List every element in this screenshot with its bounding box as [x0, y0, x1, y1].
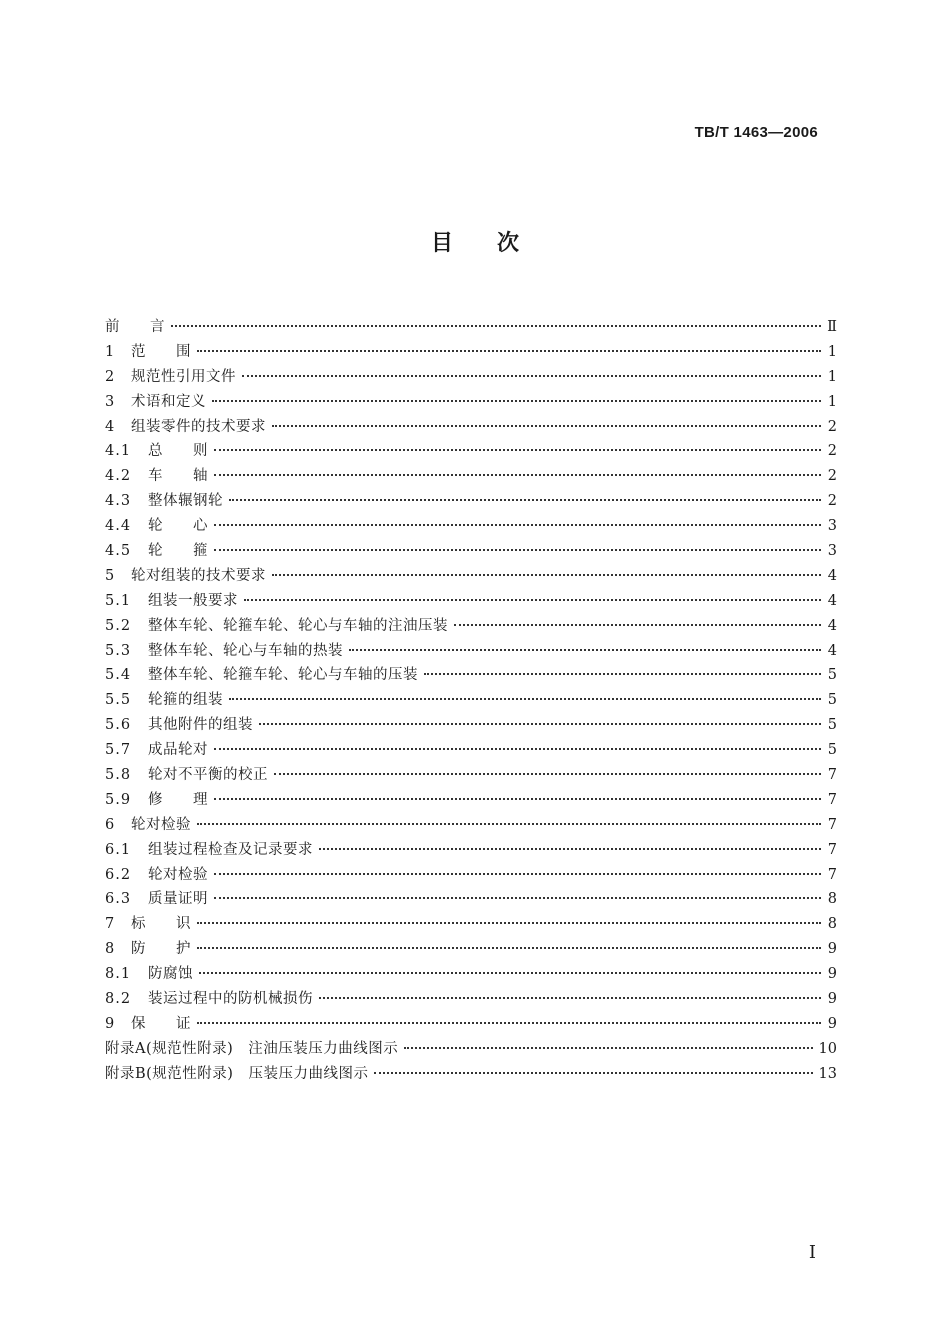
dot-leader — [214, 897, 821, 899]
toc-entry-number: 8 — [105, 941, 116, 958]
dot-leader — [197, 1022, 821, 1024]
toc-entry-number: 4 — [105, 418, 116, 435]
toc-entry-number: 7 — [105, 916, 116, 933]
toc-entry-number: 5.5 — [105, 692, 132, 709]
toc-entry-label: 质量证明 — [148, 891, 208, 908]
toc-entry[interactable] — [105, 614, 837, 639]
toc-entry-page: 1 — [827, 393, 837, 410]
toc-entry[interactable] — [105, 564, 837, 589]
toc-entry[interactable] — [105, 788, 837, 813]
toc-entry[interactable] — [105, 340, 837, 365]
toc-entry-label: 整体车轮、轮箍车轮、轮心与车轴的压装 — [148, 667, 418, 684]
table-of-contents — [105, 315, 837, 1087]
dot-leader — [229, 499, 821, 501]
toc-entry[interactable] — [105, 489, 837, 514]
toc-entry-page: 2 — [827, 468, 837, 485]
toc-entry[interactable] — [105, 1037, 837, 1062]
toc-entry[interactable] — [105, 315, 837, 340]
dot-leader — [214, 474, 821, 476]
toc-entry-page: 9 — [827, 941, 837, 958]
toc-entry-page: 5 — [827, 667, 837, 684]
toc-entry-label: 轮对不平衡的校正 — [148, 767, 268, 784]
toc-entry-page: 7 — [827, 816, 837, 833]
dot-leader — [242, 375, 821, 377]
toc-entry-label: 附录A(规范性附录) 注油压装压力曲线图示 — [105, 1040, 399, 1057]
toc-entry-number: 5 — [105, 567, 116, 584]
toc-entry-page: 2 — [827, 443, 837, 460]
toc-entry-number: 5.8 — [105, 767, 132, 784]
toc-entry-page: 2 — [827, 418, 837, 435]
dot-leader — [319, 997, 821, 999]
toc-entry-label: 轮对检验 — [131, 816, 191, 833]
dot-leader — [214, 549, 821, 551]
toc-entry-label: 轮 箍 — [148, 543, 208, 560]
toc-entry[interactable] — [105, 912, 837, 937]
toc-entry[interactable] — [105, 439, 837, 464]
toc-entry-page: 1 — [827, 343, 837, 360]
dot-leader — [197, 350, 821, 352]
dot-leader — [244, 599, 821, 601]
toc-entry[interactable] — [105, 962, 837, 987]
toc-entry[interactable] — [105, 539, 837, 564]
toc-entry[interactable] — [105, 514, 837, 539]
toc-entry[interactable] — [105, 663, 837, 688]
toc-entry-number: 5.1 — [105, 592, 132, 609]
toc-entry[interactable] — [105, 713, 837, 738]
dot-leader — [272, 574, 821, 576]
toc-entry-page: Ⅱ — [827, 319, 837, 335]
toc-entry-label: 轮箍的组装 — [148, 692, 223, 709]
dot-leader — [214, 748, 821, 750]
toc-entry-label: 范 围 — [131, 343, 191, 360]
dot-leader — [214, 524, 821, 526]
toc-entry-label: 轮 心 — [148, 518, 208, 535]
toc-entry[interactable] — [105, 863, 837, 888]
page-number: I — [808, 1242, 816, 1263]
toc-entry[interactable] — [105, 639, 837, 664]
toc-entry-page: 2 — [827, 493, 837, 510]
toc-entry-number: 9 — [105, 1015, 116, 1032]
toc-entry-number: 5.2 — [105, 617, 132, 634]
toc-entry-number: 5.7 — [105, 742, 132, 759]
toc-entry-number: 8.2 — [105, 991, 132, 1008]
dot-leader — [229, 698, 821, 700]
toc-entry-page: 10 — [818, 1040, 837, 1057]
toc-entry[interactable] — [105, 937, 837, 962]
dot-leader — [214, 449, 821, 451]
toc-entry-page: 1 — [827, 368, 837, 385]
toc-entry-number: 6.3 — [105, 891, 132, 908]
dot-leader — [197, 823, 821, 825]
toc-entry-label: 保 证 — [131, 1015, 191, 1032]
toc-entry-page: 4 — [827, 642, 837, 659]
toc-entry-page: 9 — [827, 1015, 837, 1032]
toc-entry[interactable] — [105, 763, 837, 788]
toc-entry-label: 防 护 — [131, 941, 191, 958]
toc-entry-number: 4.4 — [105, 518, 132, 535]
toc-entry-label: 标 识 — [131, 916, 191, 933]
toc-entry-label: 成品轮对 — [148, 742, 208, 759]
toc-entry-page: 9 — [827, 991, 837, 1008]
toc-entry-number: 5.4 — [105, 667, 132, 684]
dot-leader — [424, 673, 821, 675]
dot-leader — [349, 649, 821, 651]
toc-entry-page: 4 — [827, 592, 837, 609]
toc-entry-page: 3 — [827, 518, 837, 535]
toc-entry-number: 4.1 — [105, 443, 132, 460]
toc-entry-number: 6.1 — [105, 841, 132, 858]
toc-entry-label: 轮对检验 — [148, 866, 208, 883]
toc-entry-label: 其他附件的组装 — [148, 717, 253, 734]
toc-entry-page: 5 — [827, 717, 837, 734]
toc-entry-label: 整体车轮、轮心与车轴的热装 — [148, 642, 343, 659]
toc-entry[interactable] — [105, 390, 837, 415]
toc-entry[interactable] — [105, 887, 837, 912]
toc-entry-number: 6 — [105, 816, 116, 833]
toc-entry-page: 5 — [827, 742, 837, 759]
toc-entry-label: 附录B(规范性附录) 压装压力曲线图示 — [105, 1065, 369, 1082]
toc-entry-page: 7 — [827, 791, 837, 808]
toc-entry-page: 7 — [827, 866, 837, 883]
toc-entry-page: 3 — [827, 543, 837, 560]
toc-entry[interactable] — [105, 1062, 837, 1087]
toc-entry[interactable] — [105, 688, 837, 713]
toc-entry-number: 4.2 — [105, 468, 132, 485]
dot-leader — [319, 848, 821, 850]
toc-entry-number: 5.9 — [105, 791, 132, 808]
dot-leader — [454, 624, 821, 626]
toc-entry[interactable] — [105, 738, 837, 763]
toc-entry-page: 4 — [827, 617, 837, 634]
standard-code: TB/T 1463—2006 — [694, 124, 818, 141]
toc-entry-label: 术语和定义 — [131, 393, 206, 410]
toc-entry-label: 车 轴 — [148, 468, 208, 485]
toc-entry-number: 8.1 — [105, 966, 132, 983]
dot-leader — [212, 400, 821, 402]
toc-entry-page: 9 — [827, 966, 837, 983]
toc-entry-number: 5.6 — [105, 717, 132, 734]
toc-entry-label: 防腐蚀 — [148, 966, 193, 983]
toc-entry-label: 总 则 — [148, 443, 208, 460]
toc-entry-page: 7 — [827, 767, 837, 784]
dot-leader — [374, 1072, 812, 1074]
toc-entry-page: 4 — [827, 567, 837, 584]
toc-entry-label: 规范性引用文件 — [131, 368, 236, 385]
toc-entry-label: 组装零件的技术要求 — [131, 418, 266, 435]
toc-title: 目次 — [430, 231, 563, 256]
toc-entry-page: 13 — [818, 1065, 837, 1082]
toc-entry-number: 4.5 — [105, 543, 132, 560]
dot-leader — [259, 723, 821, 725]
toc-entry-label: 前 言 — [105, 319, 165, 335]
toc-entry-label: 组装一般要求 — [148, 592, 238, 609]
dot-leader — [214, 798, 821, 800]
toc-entry[interactable] — [105, 589, 837, 614]
toc-entry-label: 组装过程检查及记录要求 — [148, 841, 313, 858]
toc-entry[interactable] — [105, 1012, 837, 1037]
toc-entry-number: 2 — [105, 368, 116, 385]
toc-entry[interactable] — [105, 987, 837, 1012]
toc-entry-label: 整体辗钢轮 — [148, 493, 223, 510]
toc-entry-page: 8 — [827, 891, 837, 908]
toc-entry[interactable] — [105, 838, 837, 863]
toc-entry[interactable] — [105, 464, 837, 489]
toc-entry-label: 装运过程中的防机械损伤 — [148, 991, 313, 1008]
toc-entry[interactable] — [105, 365, 837, 390]
dot-leader — [171, 325, 821, 327]
toc-entry-number: 1 — [105, 343, 116, 360]
dot-leader — [197, 922, 821, 924]
dot-leader — [272, 425, 821, 427]
toc-entry[interactable] — [105, 813, 837, 838]
toc-entry-number: 3 — [105, 393, 116, 410]
dot-leader — [199, 972, 821, 974]
toc-entry-page: 5 — [827, 692, 837, 709]
toc-entry-number: 4.3 — [105, 493, 132, 510]
toc-entry-number: 5.3 — [105, 642, 132, 659]
dot-leader — [197, 947, 821, 949]
toc-entry-label: 轮对组装的技术要求 — [131, 567, 266, 584]
toc-entry-page: 8 — [827, 916, 837, 933]
toc-entry-label: 整体车轮、轮箍车轮、轮心与车轴的注油压装 — [148, 617, 448, 634]
toc-entry[interactable] — [105, 415, 837, 440]
dot-leader — [274, 773, 821, 775]
toc-entry-page: 7 — [827, 841, 837, 858]
toc-entry-label: 修 理 — [148, 791, 208, 808]
dot-leader — [214, 873, 821, 875]
dot-leader — [404, 1047, 812, 1049]
toc-entry-number: 6.2 — [105, 866, 132, 883]
